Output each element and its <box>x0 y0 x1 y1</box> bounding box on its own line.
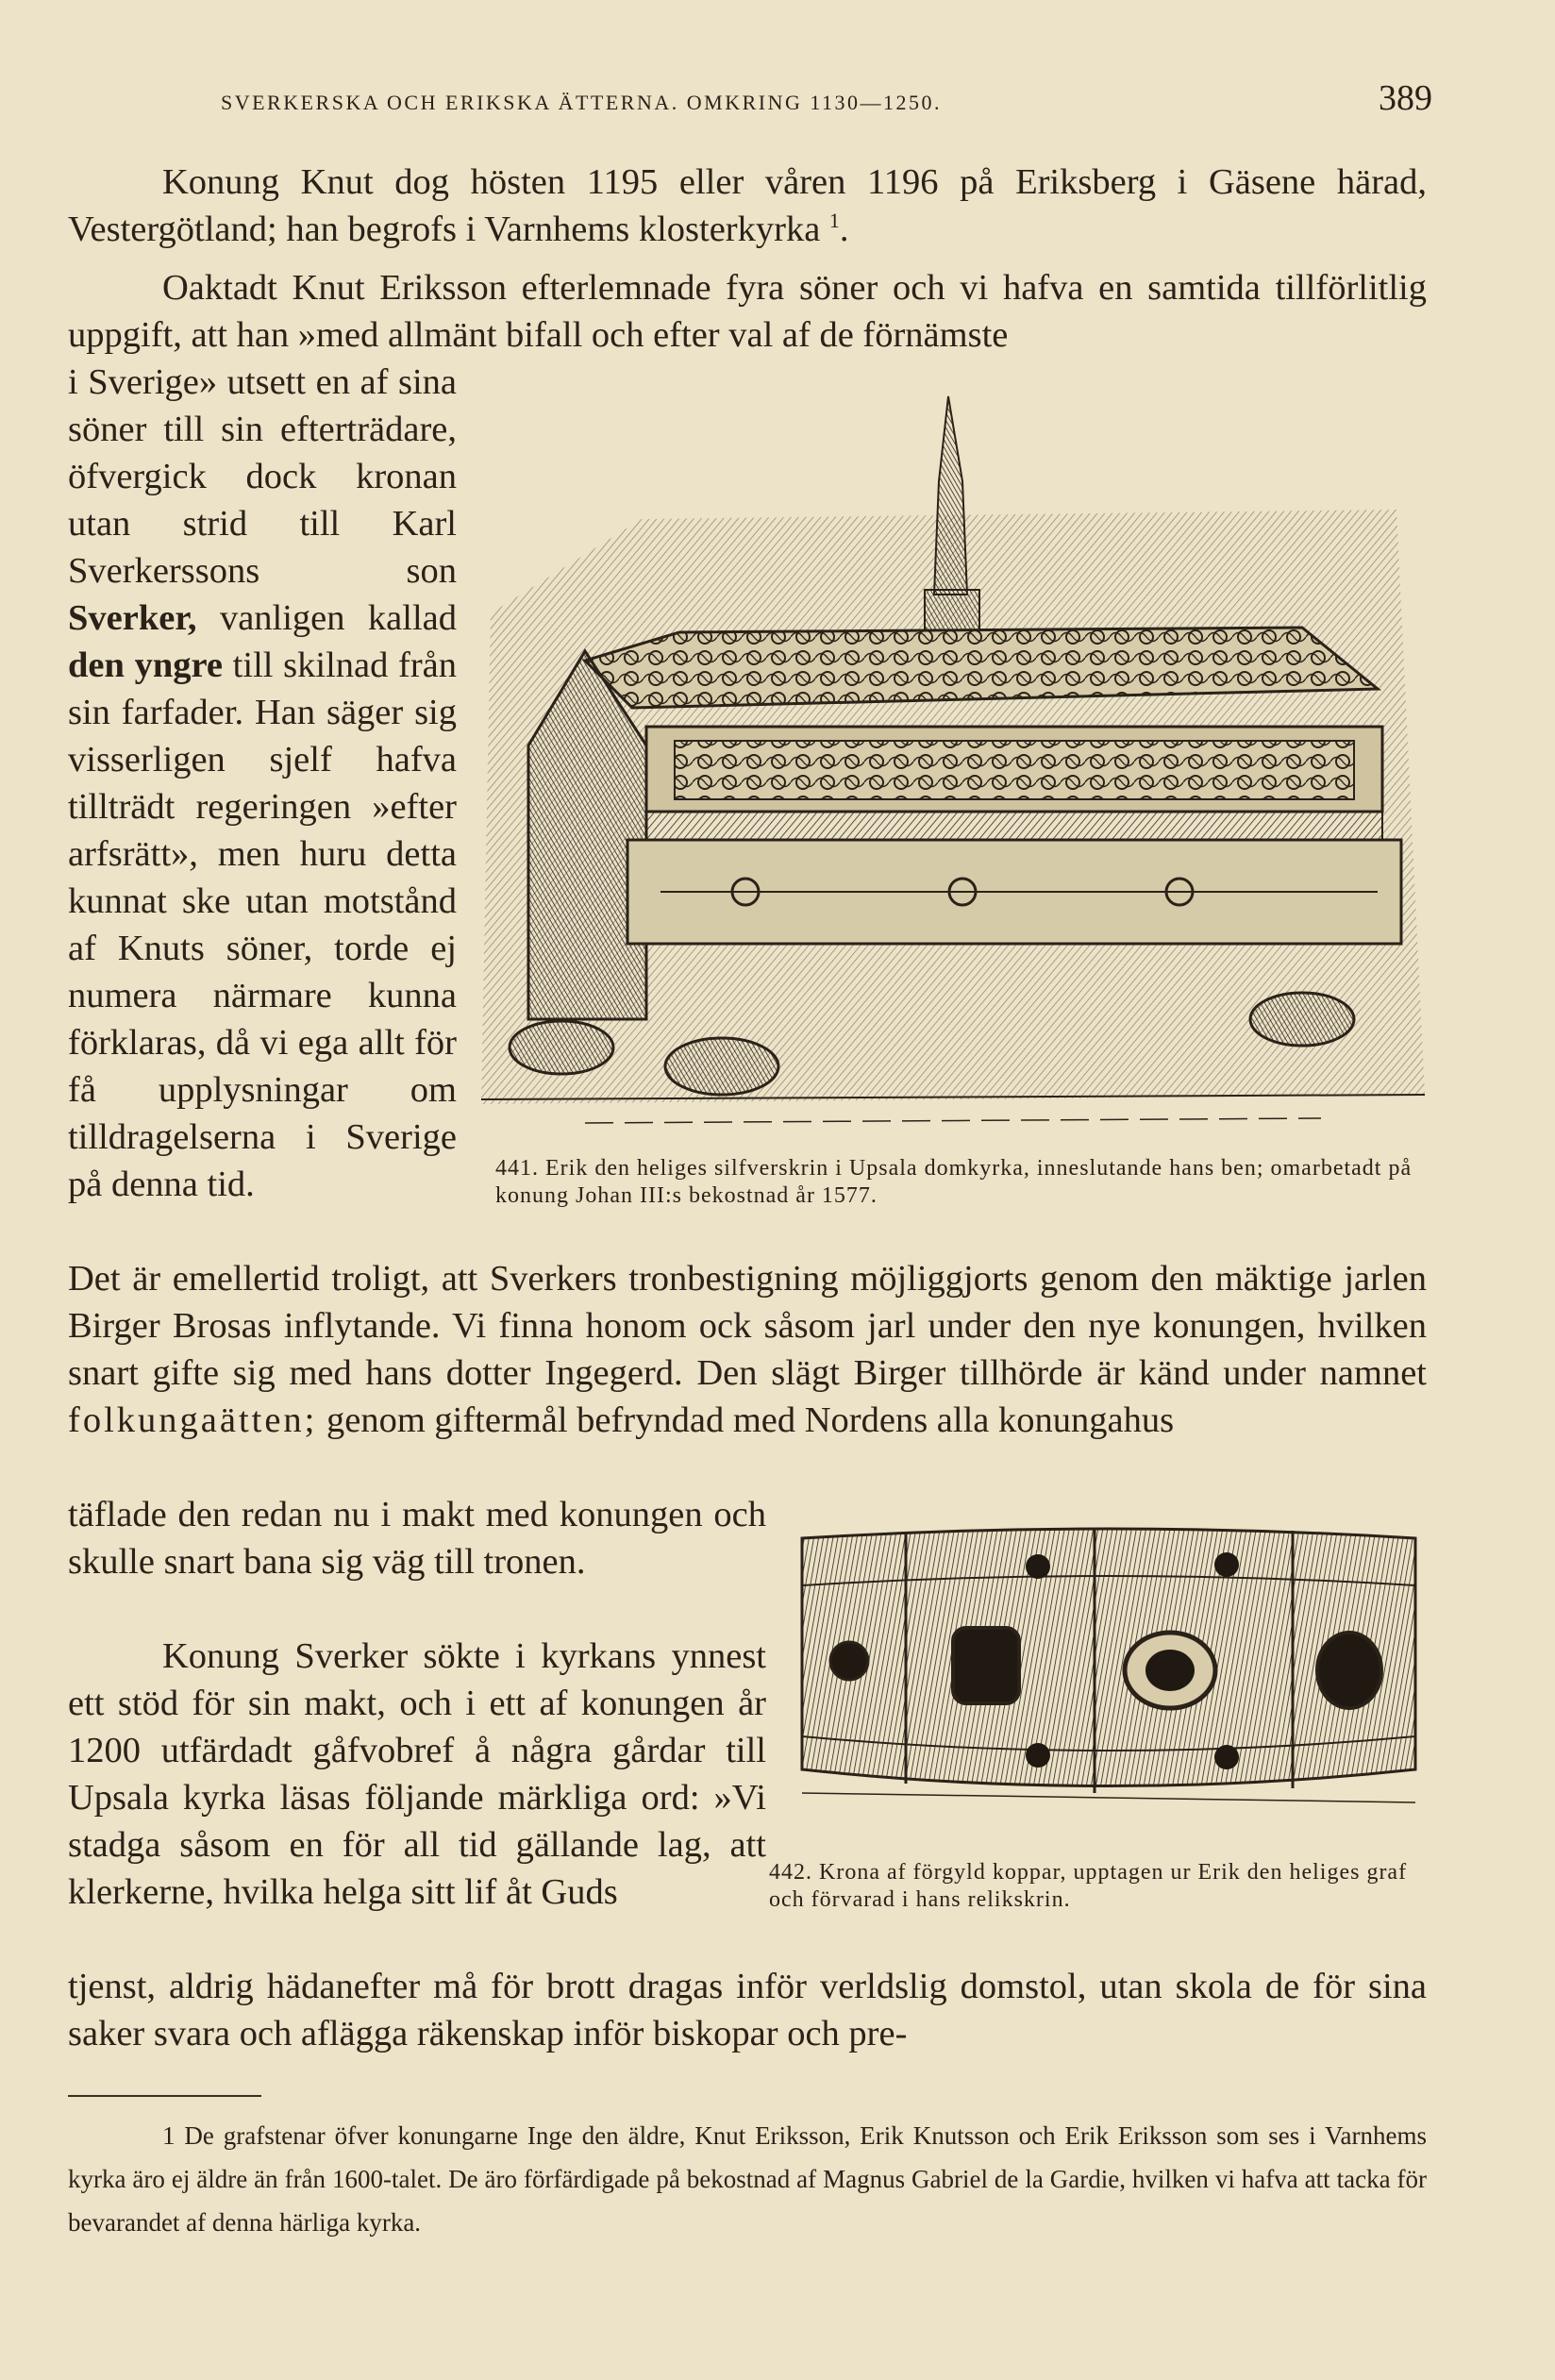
name-sverker: Sverker, <box>68 598 197 638</box>
paragraph-3-full-text: tjenst, aldrig hädanefter må för brott dragas inför verldslig domstol, utan skola de för sina saker svara och aflägga räkenskap inför biskopar och pre- <box>68 1967 1427 2053</box>
paragraph-2-full-text: Oaktadt Knut Eriksson efterlemnade fyra söner och vi hafva en samtida tillförlitlig uppgift, att han »med allmänt bifall och efter val af de förnämste <box>68 268 1427 355</box>
paragraph-2-full-c-text: genom giftermål befryndad med Nordens alla konungahus <box>326 1400 1175 1440</box>
paragraph-1 <box>68 159 1427 253</box>
footnote <box>68 2114 1427 2244</box>
paragraph-2-left-d <box>68 1491 766 1585</box>
figure-442-caption-text: Krona af förgyld koppar, upptagen ur Erik den heliges graf och förvarad i hans relikskrin. <box>769 1860 1408 1912</box>
paragraph-1-text: Konung Knut dog hösten 1195 eller våren 1196 på Eriksberg i Gäsene härad, Vestergötland; han begrofs i Varnhems klosterkyrka <box>68 162 1427 249</box>
paragraph-2-left-b: vanligen kallad <box>219 598 458 638</box>
running-head <box>68 77 1432 125</box>
paragraph-1-end: . <box>839 210 849 249</box>
name-folkungaatten: folkungaätten; <box>68 1400 318 1440</box>
paragraph-2-left-c: till skilnad från sin farfader. Han säger sig visserligen sjelf hafva tillträdt regeringen »efter arfsrätt», men huru detta kunnat ske utan motstånd af Knuts söner, torde ej numera närmare kunna förklaras, då vi ega allt för få upplysningar om tilldragelserna i Sverige på denna tid. <box>68 645 458 1204</box>
footnote-marker: 1 <box>162 2121 176 2150</box>
figure-441-number: 441. <box>495 1156 539 1181</box>
name-den-yngre: den yngre <box>68 645 223 685</box>
footnote-text: De grafstenar öfver konungarne Inge den äldre, Knut Eriksson, Erik Knutsson och Erik Eriksson som ses i Varnhems kyrka äro ej äldre än från 1600-talet. De äro förfärdigade på bekostnad af Magnus Gabriel de la Gardie, hvilken vi hafva att tacka för bevarandet af denna härliga kyrka. <box>68 2121 1427 2237</box>
paragraph-3-left <box>68 1633 766 1916</box>
footnote-rule <box>68 2095 261 2097</box>
figure-441-caption <box>495 1155 1430 1210</box>
figure-442-crown <box>783 1519 1434 1831</box>
figure-442-caption <box>769 1859 1430 1914</box>
paragraph-2-full-b <box>68 1255 1427 1444</box>
paragraph-2-full <box>68 264 1427 359</box>
shrine-engraving <box>472 377 1434 1151</box>
paragraph-2-left-a: i Sverige» utsett en af sina söner till sin efterträdare, öfvergick dock kronan utan strid till Karl Sverkerssons son <box>68 362 457 591</box>
page-number: 389 <box>1379 78 1432 118</box>
paragraph-2-left-d-text: täflade den redan nu i makt med konungen och skulle snart bana sig väg till tronen. <box>68 1495 766 1582</box>
paragraph-2-full-b-text: Det är emellertid troligt, att Sverkers tronbestigning möjliggjorts genom den mäktige jarlen Birger Brosas inflytande. Vi finna honom ock såsom jarl under den nye konungen, hvilken snart gifte sig med hans dotter Ingegerd. Den slägt Birger tillhörde är känd under namnet <box>68 1259 1427 1393</box>
crown-engraving <box>783 1519 1434 1831</box>
paragraph-2-left-column <box>68 359 457 1208</box>
footnote-ref: 1 <box>828 209 840 233</box>
paragraph-3-full <box>68 1963 1427 2057</box>
figure-442-number: 442. <box>769 1860 812 1885</box>
figure-441-shrine <box>472 377 1434 1151</box>
figure-441-caption-text: Erik den heliges silfverskrin i Upsala domkyrka, inneslutande hans ben; omarbetadt på konung Johan III:s bekostnad år 1577. <box>495 1156 1413 1208</box>
running-title: SVERKERSKA OCH ERIKSKA ÄTTERNA. OMKRING 1130—1250. <box>221 91 943 114</box>
paragraph-3-left-text: Konung Sverker sökte i kyrkans ynnest ett stöd för sin makt, och i ett af konungen år 1200 utfärdadt gåfvobref å några gårdar till Upsala kyrka läsas följande märkliga ord: »Vi stadga såsom en för all tid gällande lag, att klerkerne, hvilka helga sitt lif åt Guds <box>68 1636 766 1912</box>
